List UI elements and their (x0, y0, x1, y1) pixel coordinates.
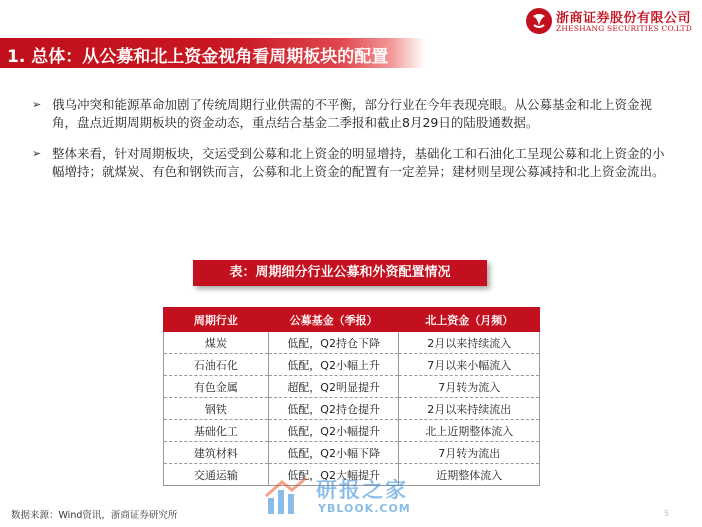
table-cell: 7月转为流出 (399, 442, 540, 464)
table-cell: 基础化工 (164, 420, 269, 442)
table-cell: 有色金属 (164, 376, 269, 398)
bullet-item (32, 145, 672, 181)
bullet-text: 俄乌冲突和能源革命加剧了传统周期行业供需的不平衡，部分行业在今年表现亮眼。从公募基金和北上资金视角，盘点近期周期板块的资金动态，重点结合基金二季报和截止8月29日的陆股通数据。 (52, 97, 653, 130)
table-cell: 钢铁 (164, 398, 269, 420)
watermark-text-en: YBLOOK.COM (318, 502, 411, 515)
company-name-en: ZHESHANG SECURITIES CO.LTD (556, 24, 692, 33)
table-cell: 2月以来持续流入 (399, 332, 540, 354)
table-row (164, 354, 540, 376)
section-title-bar (0, 38, 425, 68)
table-cell: 石油石化 (164, 354, 269, 376)
watermark (262, 472, 442, 522)
table-cell: 低配，Q2持仓下降 (268, 332, 399, 354)
arrow-bullet-icon: ➢ (32, 98, 42, 111)
table-caption: 表：周期细分行业公募和外资配置情况 (193, 260, 487, 286)
arrow-bullet-icon: ➢ (32, 147, 42, 160)
data-source-note: 数据来源：Wind资讯，浙商证券研究所 (11, 510, 178, 521)
bullet-text: 整体来看，针对周期板块，交运受到公募和北上资金的明显增持，基础化工和石油化工呈现公募和北上资金的小幅增持；就煤炭、有色和钢铁而言，公募和北上资金的配置有一定差异；建材则呈现公募减持和北上资金流出。 (52, 146, 665, 179)
allocation-table (163, 307, 540, 486)
table-row (164, 398, 540, 420)
table-cell: 7月以来小幅流入 (399, 354, 540, 376)
table-row (164, 442, 540, 464)
page-number: 5 (664, 509, 670, 518)
column-header: 公募基金（季报） (268, 308, 399, 332)
table-cell: 超配，Q2明显提升 (268, 376, 399, 398)
company-name-cn: 浙商证券股份有限公司 (556, 11, 692, 26)
company-logo (526, 7, 696, 37)
page-title: 1. 总体：从公募和北上资金视角看周期板块的配置 (7, 47, 389, 67)
table-row (164, 376, 540, 398)
table-cell: 低配，Q2大幅提升 (268, 464, 399, 486)
column-header: 北上资金（月频） (399, 308, 540, 332)
table-cell: 近期整体流入 (399, 464, 540, 486)
table-cell: 交通运输 (164, 464, 269, 486)
table-cell: 2月以来持续流出 (399, 398, 540, 420)
table-cell: 煤炭 (164, 332, 269, 354)
bar-chart-watermark-icon (262, 476, 310, 520)
table-cell: 建筑材料 (164, 442, 269, 464)
logo-emblem-icon (526, 8, 552, 34)
table-cell: 低配，Q2小幅上升 (268, 354, 399, 376)
table-cell: 低配，Q2小幅下降 (268, 442, 399, 464)
column-header: 周期行业 (164, 308, 269, 332)
table-header-row (164, 308, 540, 332)
table-row (164, 332, 540, 354)
table-cell: 北上近期整体流入 (399, 420, 540, 442)
bullet-list (32, 96, 672, 194)
table-row (164, 420, 540, 442)
bullet-item (32, 96, 672, 132)
table-cell: 低配，Q2小幅提升 (268, 420, 399, 442)
watermark-text-cn: 研报之家 (316, 478, 408, 502)
table-cell: 低配，Q2持仓提升 (268, 398, 399, 420)
table-cell: 7月转为流入 (399, 376, 540, 398)
